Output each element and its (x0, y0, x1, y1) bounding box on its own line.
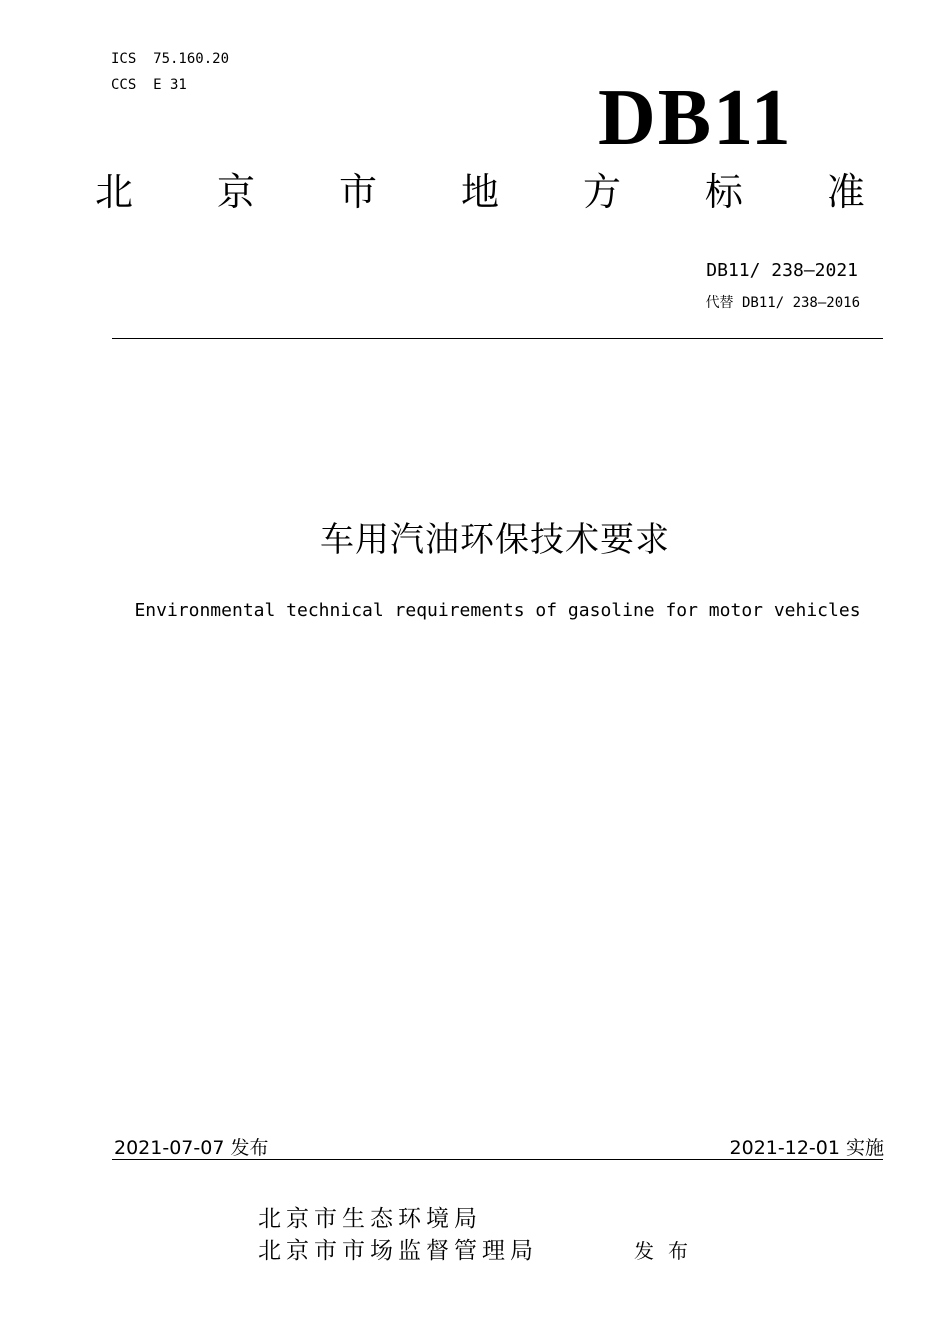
header-divider (112, 338, 883, 339)
standard-number: DB11/ 238—2021 (706, 260, 858, 281)
issuer-market-regulation-bureau: 北京市市场监督管理局 (258, 1238, 538, 1264)
document-title-chinese: 车用汽油环保技术要求 (320, 520, 670, 560)
publish-date: 2021-07-07 发布 (114, 1137, 269, 1159)
standard-type-char: 京 (216, 170, 255, 214)
standard-type-char: 地 (460, 170, 499, 214)
db11-logo: DB11 (598, 74, 793, 162)
issuer-ecology-bureau: 北京市生态环境局 (258, 1206, 482, 1232)
standard-type-char: 准 (826, 170, 865, 214)
standard-type-char: 标 (704, 170, 743, 214)
standard-type-char: 北 (95, 170, 134, 214)
ics-code: ICS 75.160.20 (111, 51, 230, 67)
document-title-english: Environmental technical requirements of gasoline for motor vehicles (134, 600, 861, 621)
issue-label: 发布 (634, 1239, 702, 1263)
standard-type-title (95, 172, 865, 214)
standard-type-char: 方 (582, 170, 621, 214)
replaces-standard: 代替 DB11/ 238—2016 (705, 295, 860, 311)
implement-date: 2021-12-01 实施 (729, 1137, 884, 1159)
footer-divider (112, 1159, 883, 1160)
standard-type-char: 市 (338, 170, 377, 214)
classification-codes (111, 46, 229, 98)
ccs-code: CCS E 31 (111, 77, 187, 93)
issuing-authorities (258, 1203, 538, 1267)
